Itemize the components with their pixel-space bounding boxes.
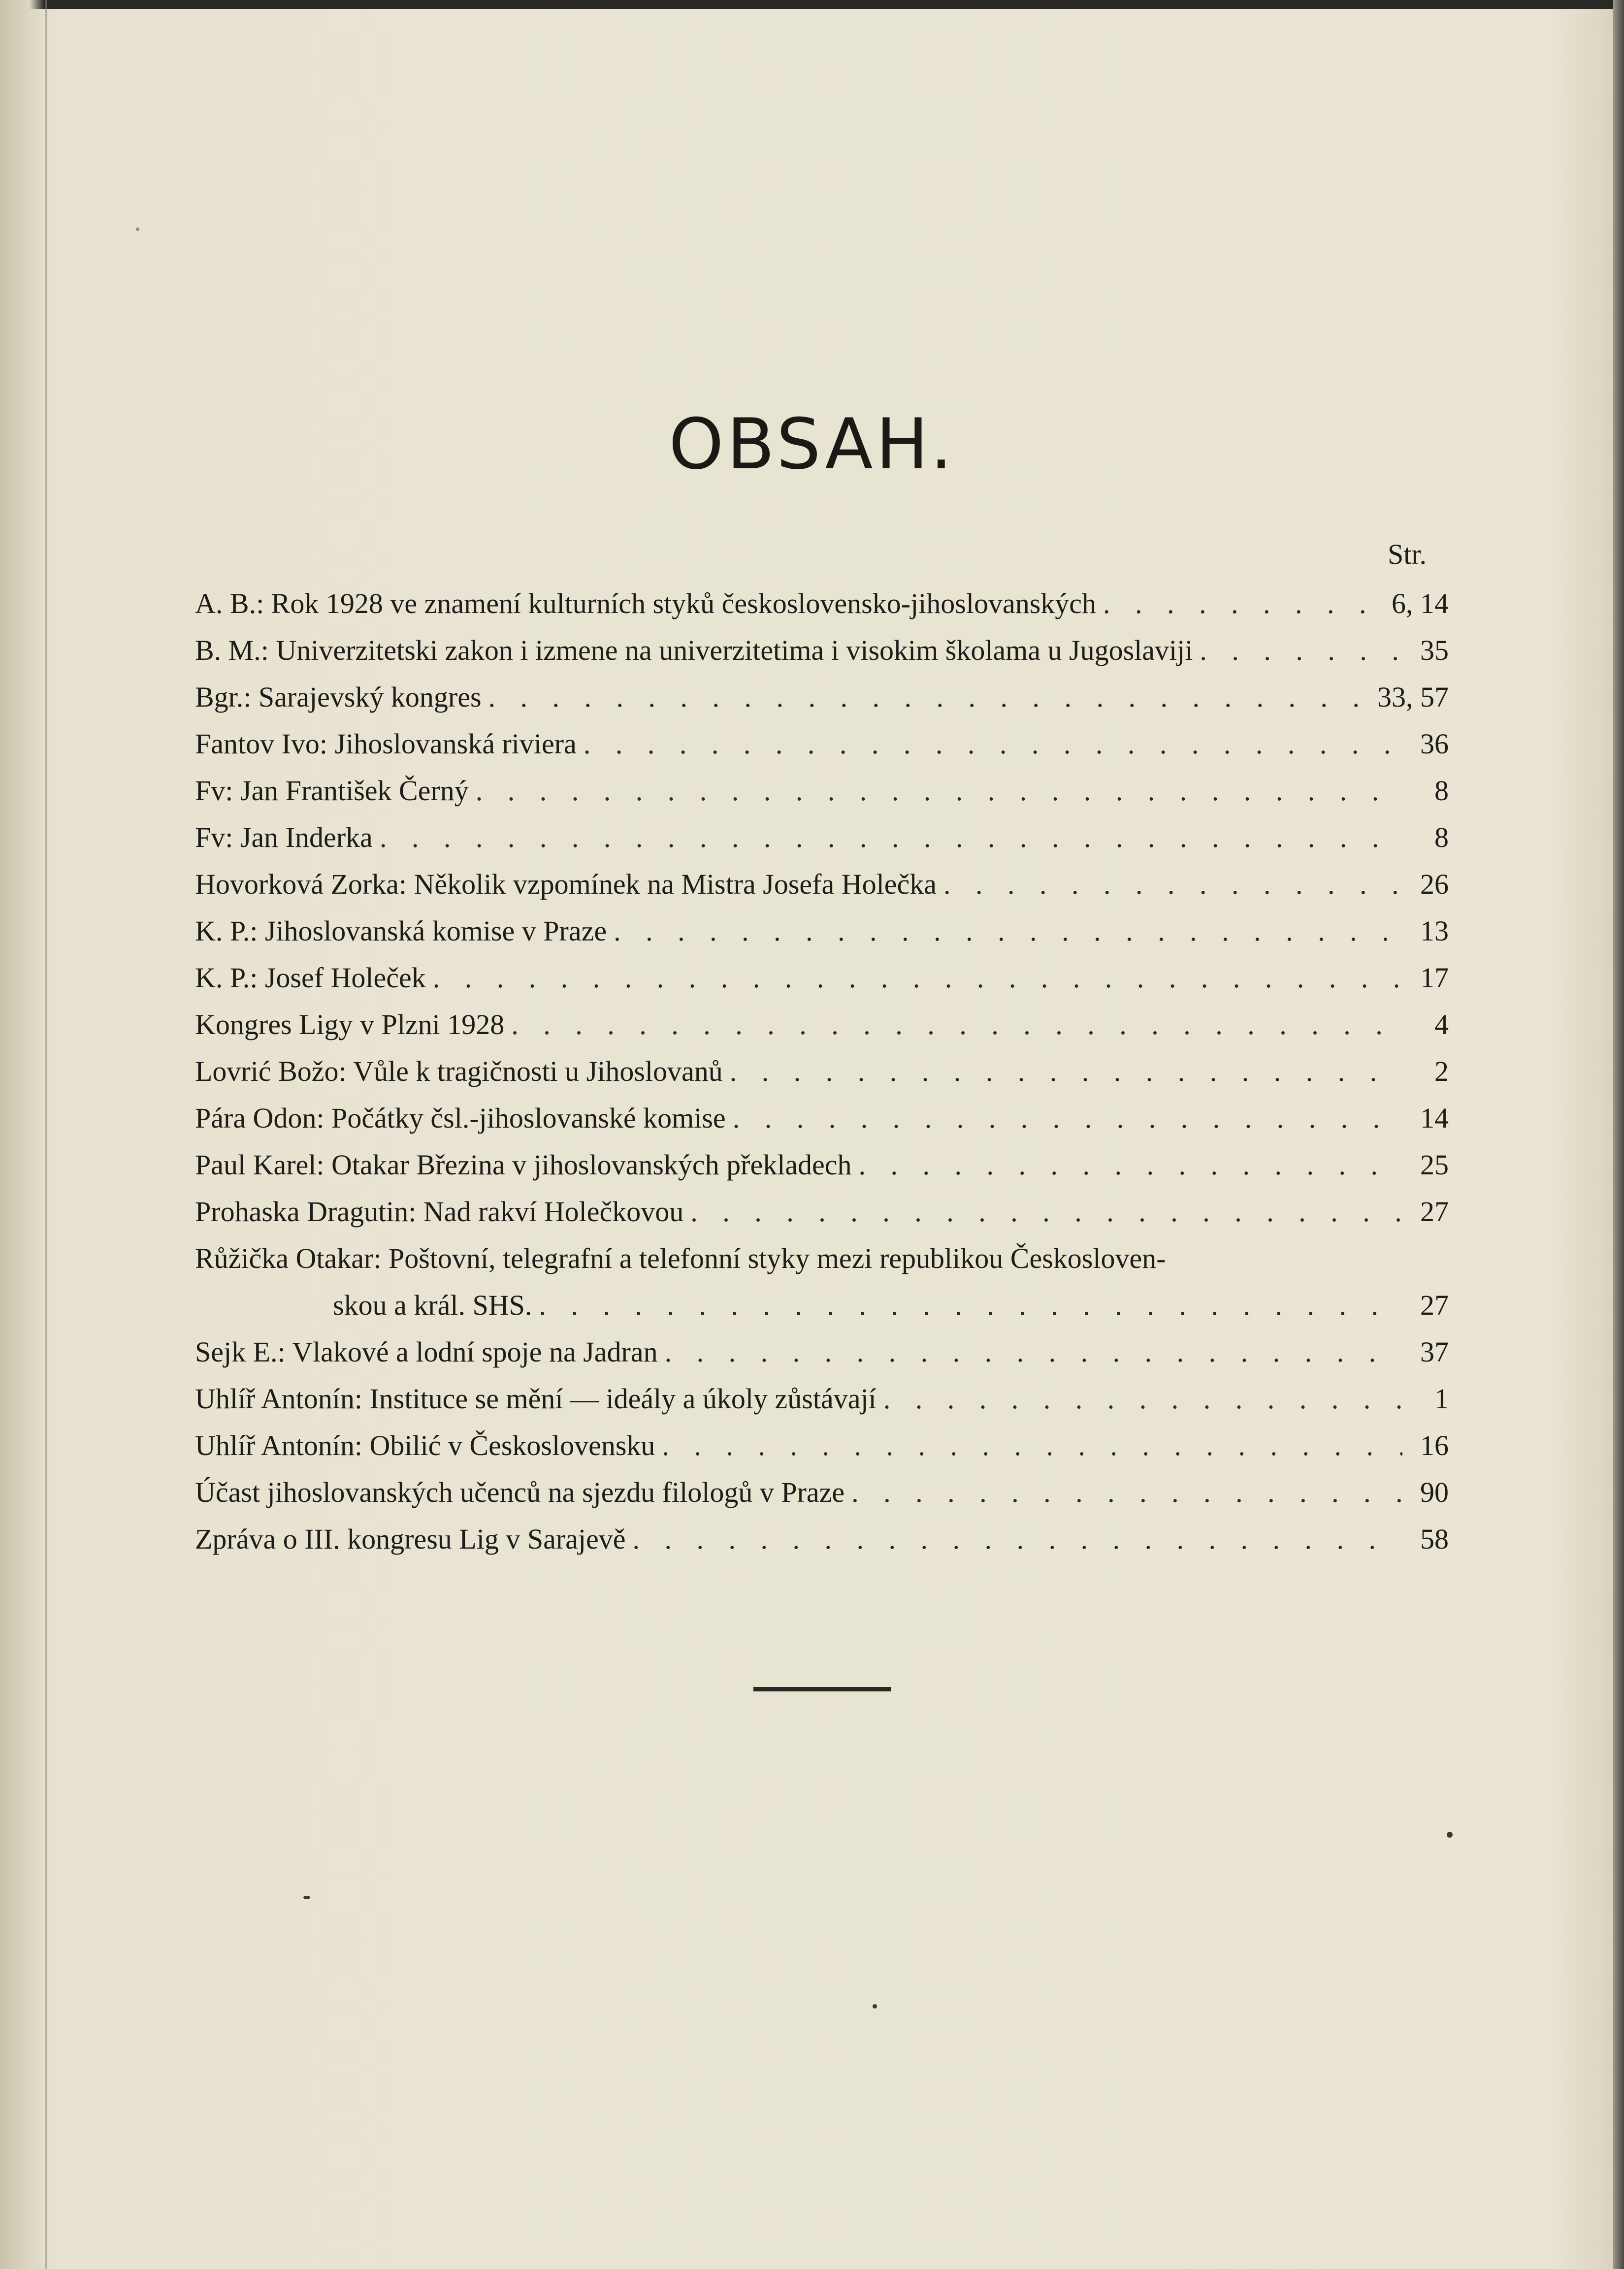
toc-entry-title: Fantov Ivo: Jihoslovanská riviera	[195, 728, 577, 760]
paper-speck	[303, 1896, 310, 1899]
toc-entry[interactable]	[195, 1422, 1449, 1469]
toc-entry-pages: 1	[1434, 1383, 1449, 1415]
toc-entry-title: K. P.: Josef Holeček	[195, 962, 426, 994]
toc-entry-title: Paul Karel: Otakar Březina v jihoslovanských překladech	[195, 1149, 852, 1181]
leader-dots	[658, 1329, 1402, 1375]
leader-dots	[844, 1469, 1402, 1516]
toc-entry-pages: 37	[1420, 1336, 1449, 1368]
toc-entry-title: B. M.: Univerzitetski zakon i izmene na univerzitetima i visokim školama u Jugoslaviji	[195, 634, 1193, 666]
toc-entry-pages: 2	[1434, 1055, 1449, 1087]
toc-entry-pages: 90	[1420, 1476, 1449, 1508]
toc-entry-title: A. B.: Rok 1928 ve znamení kulturních styků československo-jihoslovanských	[195, 587, 1097, 619]
toc-entry[interactable]	[195, 1516, 1449, 1562]
paper-speck	[873, 2004, 877, 2009]
paper-speck	[1447, 1832, 1453, 1838]
toc-entry-title: Bgr.: Sarajevský kongres	[195, 681, 482, 713]
leader-dots	[877, 1375, 1402, 1422]
toc-entry-pages: 33, 57	[1377, 681, 1449, 713]
paper-speck	[136, 227, 139, 231]
toc-entry[interactable]	[195, 1095, 1449, 1141]
leader-dots	[1096, 580, 1385, 627]
toc-entry-pages: 4	[1434, 1008, 1449, 1040]
leader-dots	[937, 861, 1402, 908]
toc-entry-title: Sejk E.: Vlakové a lodní spoje na Jadran	[195, 1336, 658, 1368]
toc-entry[interactable]	[195, 954, 1449, 1001]
toc-entry[interactable]	[195, 627, 1449, 674]
toc-entry[interactable]	[195, 720, 1449, 767]
toc-entry-pages: 17	[1420, 962, 1449, 994]
toc-entry-pages: 26	[1420, 868, 1449, 900]
toc-entry-title: Pára Odon: Počátky čsl.-jihoslovanské komise	[195, 1102, 726, 1134]
scan-top-edge	[0, 0, 1624, 9]
toc-entry-title: Účast jihoslovanských učenců na sjezdu filologů v Praze	[195, 1476, 845, 1508]
toc-entry[interactable]	[195, 1375, 1449, 1422]
toc-entry-pages: 58	[1420, 1523, 1449, 1555]
toc-entry-title: Uhlíř Antonín: Instituce se mění — ideály a úkoly zůstávají	[195, 1383, 877, 1415]
toc-entry[interactable]	[195, 1048, 1449, 1095]
leader-dots	[683, 1188, 1402, 1235]
toc-entry-pages: 8	[1434, 821, 1449, 853]
toc-entry[interactable]	[195, 1188, 1449, 1235]
leader-dots	[726, 1095, 1402, 1141]
toc-entry-title: K. P.: Jihoslovanská komise v Praze	[195, 915, 607, 947]
leader-dots	[577, 720, 1402, 767]
toc-entry-pages: 27	[1420, 1289, 1449, 1321]
leader-dots	[532, 1282, 1402, 1329]
toc-entry-pages: 25	[1420, 1149, 1449, 1181]
toc-entry-title: Kongres Ligy v Plzni 1928	[195, 1008, 505, 1040]
table-of-contents	[195, 580, 1449, 1562]
leader-dots	[482, 674, 1370, 720]
page-title: OBSAH.	[668, 404, 956, 485]
toc-entry-title: Růžička Otakar: Poštovní, telegrafní a telefonní styky mezi republikou Českosloven-	[195, 1242, 1166, 1274]
toc-entry-title: Lovrić Božo: Vůle k tragičnosti u Jihoslovanů	[195, 1055, 723, 1087]
toc-entry-pages: 36	[1420, 728, 1449, 760]
toc-entry-title: Zpráva o III. kongresu Lig v Sarajevě	[195, 1523, 626, 1555]
toc-entry-title: Fv: Jan František Černý	[195, 775, 469, 807]
toc-entry-title: Prohaska Dragutin: Nad rakví Holečkovou	[195, 1196, 684, 1228]
toc-entry-pages: 35	[1420, 634, 1449, 666]
toc-entry-pages: 27	[1420, 1196, 1449, 1228]
toc-entry[interactable]	[195, 580, 1449, 627]
scan-right-edge	[1613, 0, 1624, 2269]
toc-entry-continuation[interactable]	[195, 1282, 1449, 1329]
leader-dots	[655, 1422, 1402, 1469]
toc-entry-title: Uhlíř Antonín: Obilić v Československu	[195, 1429, 655, 1461]
toc-entry[interactable]	[195, 1141, 1449, 1188]
toc-entry-pages: 6, 14	[1392, 587, 1449, 619]
leader-dots	[373, 814, 1402, 861]
leader-dots	[607, 908, 1402, 954]
toc-entry[interactable]	[195, 674, 1449, 720]
toc-entry[interactable]	[195, 908, 1449, 954]
toc-entry-title-continuation: skou a král. SHS.	[333, 1289, 532, 1321]
toc-entry[interactable]	[195, 861, 1449, 908]
leader-dots	[504, 1001, 1402, 1048]
toc-entry-pages: 13	[1420, 915, 1449, 947]
toc-entry-pages: 8	[1434, 775, 1449, 807]
leader-dots	[469, 767, 1402, 814]
toc-entry-title: Hovorková Zorka: Několik vzpomínek na Mistra Josefa Holečka	[195, 868, 937, 900]
leader-dots	[426, 954, 1402, 1001]
page-column-label: Str.	[1388, 538, 1427, 570]
spine-fold-line	[45, 0, 47, 2269]
toc-entry[interactable]	[195, 1329, 1449, 1375]
leader-dots	[1193, 627, 1402, 674]
book-spine-shadow	[0, 0, 44, 2269]
end-divider-rule	[753, 1687, 891, 1691]
toc-entry[interactable]	[195, 1001, 1449, 1048]
toc-entry-pages: 16	[1420, 1429, 1449, 1461]
toc-entry-title: Fv: Jan Inderka	[195, 821, 373, 853]
toc-entry-pages: 14	[1420, 1102, 1449, 1134]
leader-dots	[852, 1141, 1402, 1188]
toc-entry[interactable]	[195, 1469, 1449, 1516]
leader-dots	[723, 1048, 1402, 1095]
toc-entry[interactable]	[195, 814, 1449, 861]
toc-entry[interactable]	[195, 1235, 1449, 1282]
leader-dots	[626, 1516, 1402, 1562]
toc-entry[interactable]	[195, 767, 1449, 814]
